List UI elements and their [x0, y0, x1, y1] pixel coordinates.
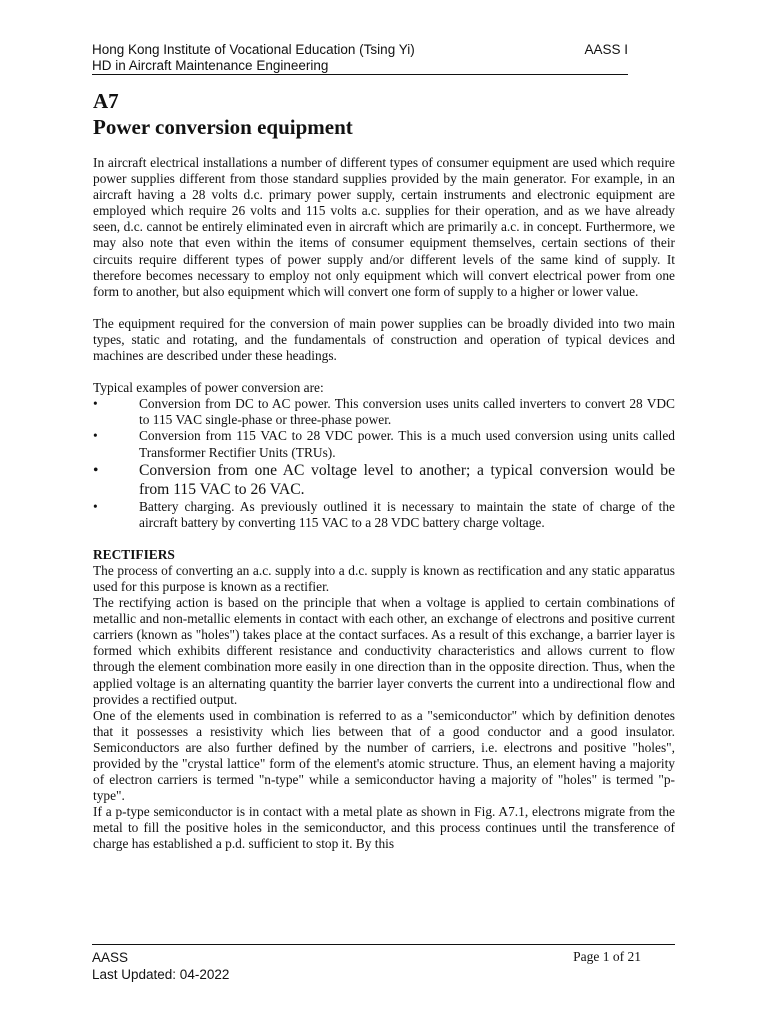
page-footer — [92, 944, 675, 982]
paragraph-rectifiers-1: The process of converting an a.c. supply into a d.c. supply is known as rectification and any static apparatus used for this purpose is known as a rectifier. — [93, 562, 675, 594]
footer-course: AASS — [92, 950, 129, 965]
paragraph-rectifiers-3: One of the elements used in combination is referred to as a "semiconductor" which by definition denotes that it possesses a resistivity which lies between that of a good conductor and a good insulator. Semiconductors are also further defined by the number of carriers, i.e. electrons and positive "holes", provided by the "crystal lattice" form of the element's atomic structure. Thus, an element having a majority of electron carriers is termed "n-type" while a semiconductor having a majority of "holes" is termed "p-type". — [93, 707, 675, 804]
paragraph-rectifiers-2: The rectifying action is based on the principle that when a voltage is applied to certain combinations of metallic and non-metallic elements in contact with each other, an exchange of electrons and positive current carriers (known as "holes") takes place at the contact surfaces. As a result of this exchange, a barrier layer is formed which exhibits different resistance and conductivity characteristics and allows current to flow through the element combination more easily in one direction than in the opposite direction. Thus, when the applied voltage is an alternating quantity the barrier layer converts the current into a undirectional flow and provides a rectified output. — [93, 595, 675, 707]
section-heading-rectifiers: RECTIFIERS — [93, 546, 175, 562]
paragraph-examples-intro: Typical examples of power conversion are: — [93, 380, 324, 396]
header-institute: Hong Kong Institute of Vocational Education (Tsing Yi) — [92, 42, 415, 57]
document-body — [93, 155, 675, 853]
list-item: • Battery charging. As previously outlined it is necessary to maintain the state of charge of the aircraft battery by converting 115 VAC to a 28 VDC battery charge voltage. — [93, 498, 675, 530]
footer-left — [92, 949, 229, 983]
paragraph-rectifiers-4: If a p-type semiconductor is in contact with a metal plate as shown in Fig. A7.1, electrons migrate from the metal to fill the positive holes in the semiconductor, and this process continues until the transference of charge has established a p.d. sufficient to stop it. By this — [93, 804, 675, 852]
document-title-block — [93, 88, 353, 140]
paragraph-equipment: The equipment required for the conversion of main power supplies can be broadly divided into two main types, static and rotating, and the fundamentals of construction and operation of typical devices and machines are described under these headings. — [93, 315, 675, 364]
bullet-symbol: • — [93, 461, 99, 479]
bullet-symbol: • — [93, 428, 98, 444]
page-number: Page 1 of 21 — [573, 949, 641, 964]
paragraph-intro: In aircraft electrical installations a number of different types of consumer equipment are used which require power supplies different from those standard supplies provided by the main generator. For example, in an aircraft having a 28 volts d.c. primary power supply, certain instruments and electronic equipment are employed which require 26 volts and 115 volts a.c. supplies for their operation, and as we have already seen, d.c. cannot be entirely eliminated even in aircraft which are primarily a.c. in concept. Furthermore, we may also note that even within the items of consumer equipment themselves, certain sections of their circuits require different types of power supply and/or different levels of the same kind of supply. It therefore becomes necessary to employ not only equipment which will convert electrical power from one form to another, but also equipment which will convert one form of supply to a higher or lower value. — [93, 155, 675, 299]
header-programme: HD in Aircraft Maintenance Engineering — [92, 58, 628, 75]
list-item: • Conversion from one AC voltage level to another; a typical conversion would be from 115 VAC to 26 VAC. — [93, 461, 675, 498]
chapter-title: Power conversion equipment — [93, 115, 353, 139]
bullet-symbol: • — [93, 396, 98, 412]
header-course-code: AASS I — [584, 42, 628, 57]
bullet-symbol: • — [93, 498, 98, 514]
chapter-number: A7 — [93, 89, 119, 113]
page-header — [92, 42, 628, 58]
list-item: • Conversion from 115 VAC to 28 VDC power. This is a much used conversion using units called Transformer Rectifier Units (TRUs). — [93, 428, 675, 460]
list-item: • Conversion from DC to AC power. This conversion uses units called inverters to convert 28 VDC to 115 VAC single-phase or three-phase power. — [93, 396, 675, 428]
conversion-examples-list — [93, 396, 675, 531]
footer-updated: Last Updated: 04-2022 — [92, 967, 230, 982]
